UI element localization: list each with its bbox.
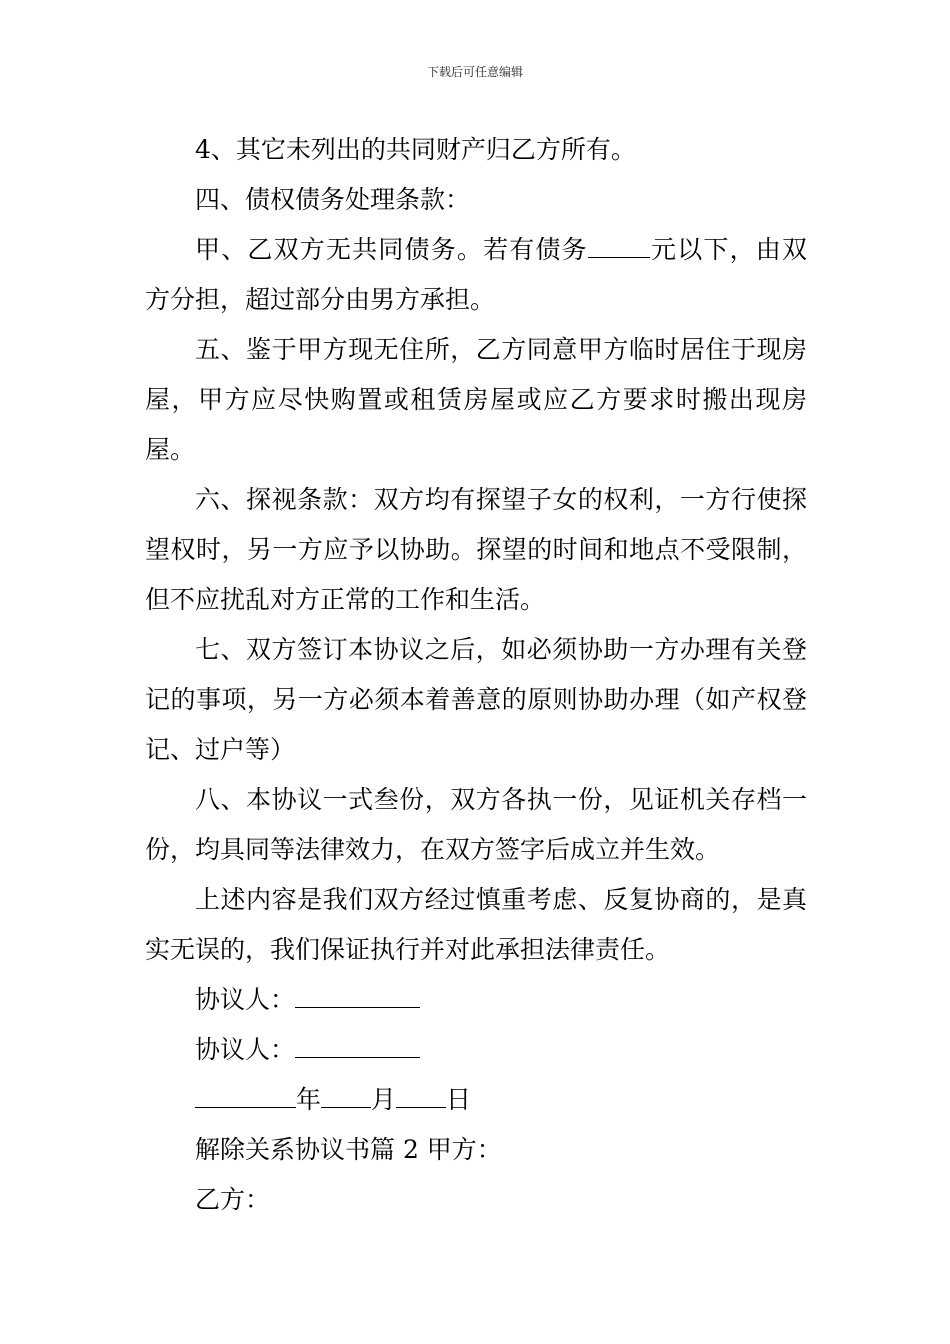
section-title: 解除关系协议书篇 2 甲方： bbox=[195, 1135, 502, 1164]
signature-label: 协议人： bbox=[195, 1035, 296, 1064]
day-label: 日 bbox=[446, 1085, 472, 1114]
clause-residence: 五、鉴于甲方现无住所，乙方同意甲方临时居住于现房屋，甲方应尽快购置或租赁房屋或应乙方要求时搬出现房屋。 bbox=[145, 335, 807, 464]
date-line bbox=[145, 1075, 807, 1125]
year-blank[interactable] bbox=[195, 1081, 296, 1108]
clause-debt bbox=[145, 225, 807, 325]
year-label: 年 bbox=[296, 1085, 322, 1114]
signature-blank[interactable] bbox=[295, 981, 420, 1008]
month-blank[interactable] bbox=[321, 1081, 371, 1108]
signature-line-1 bbox=[145, 975, 807, 1025]
debt-text-before: 甲、乙双方无共同债务。若有债务 bbox=[195, 235, 588, 264]
month-label: 月 bbox=[371, 1085, 397, 1114]
clause-visitation: 六、探视条款：双方均有探望子女的权利，一方行使探望权时，另一方应予以协助。探望的时间和地点不受限制，但不应扰乱对方正常的工作和生活。 bbox=[145, 485, 807, 614]
heading-debt-clause: 四、债权债务处理条款： bbox=[195, 185, 471, 214]
signature-label: 协议人： bbox=[195, 985, 296, 1014]
document-body bbox=[145, 125, 807, 1225]
day-blank[interactable] bbox=[396, 1081, 446, 1108]
debt-amount-blank[interactable] bbox=[588, 231, 650, 258]
clause-copies: 八、本协议一式叁份，双方各执一份，见证机关存档一份，均具同等法律效力，在双方签字后成立并生效。 bbox=[145, 785, 807, 864]
signature-blank[interactable] bbox=[295, 1031, 420, 1058]
party-b-label: 乙方： bbox=[195, 1185, 271, 1214]
debt-text-after: 元以下，由双方分担，超过部分由男方承担。 bbox=[145, 235, 807, 314]
clause-property-remaining: 4、其它未列出的共同财产归乙方所有。 bbox=[195, 135, 636, 164]
clause-declaration: 上述内容是我们双方经过慎重考虑、反复协商的，是真实无误的，我们保证执行并对此承担法律责任。 bbox=[145, 885, 807, 964]
signature-line-2 bbox=[145, 1025, 807, 1075]
clause-registration: 七、双方签订本协议之后，如必须协助一方办理有关登记的事项，另一方必须本着善意的原则协助办理（如产权登记、过户等） bbox=[145, 635, 807, 764]
page-header: 下载后可任意编辑 bbox=[426, 65, 523, 79]
